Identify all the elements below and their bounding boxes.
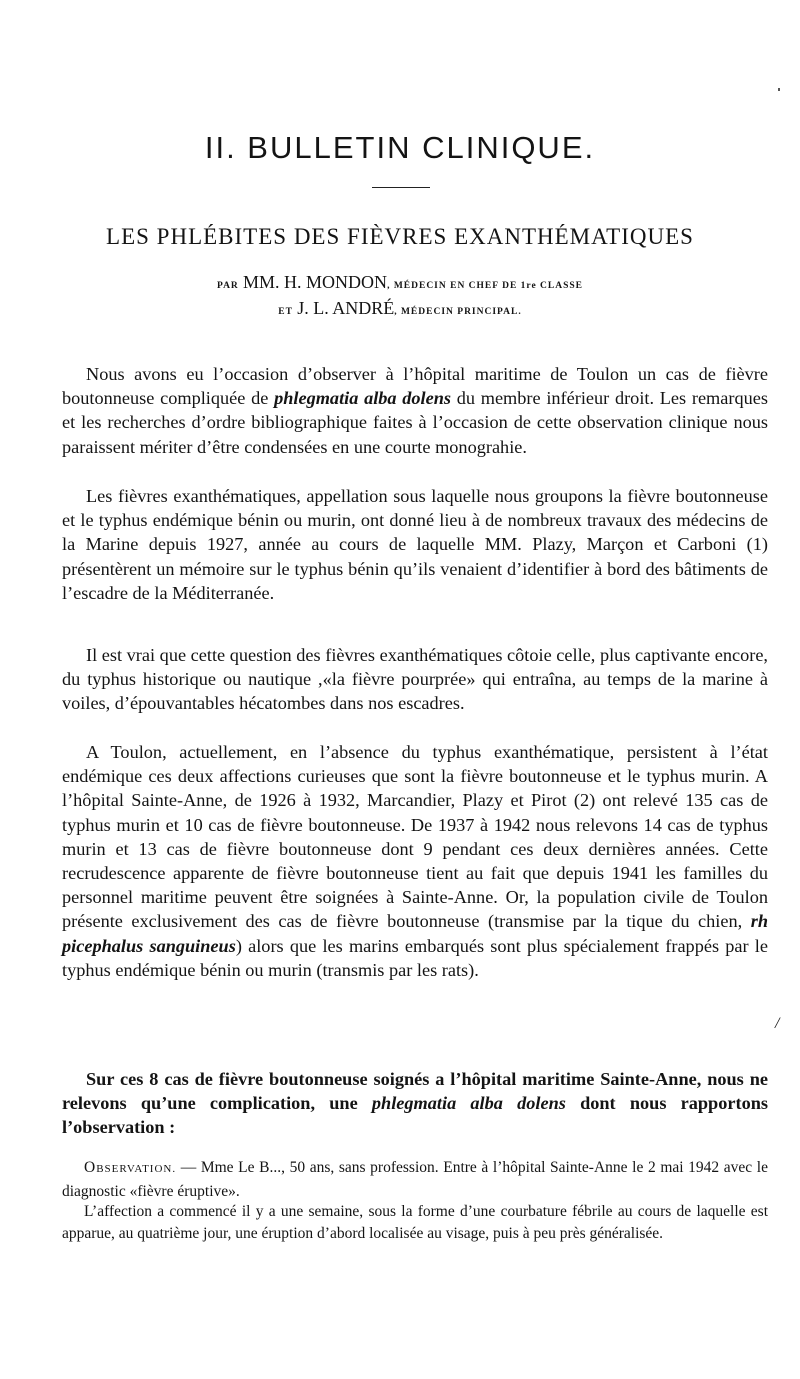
byline-line-1 xyxy=(0,272,800,293)
paragraph-4 xyxy=(62,740,768,982)
section-title: II. BULLETIN CLINIQUE. xyxy=(204,130,596,165)
observation-body-text: L’affection a commencé il y a une semaine, sous la forme d’une courbature fébrile au cours de laquelle est apparue, au quatrième jour, une éruption d’abord localisée au visage, puis à peu près généralisée. xyxy=(62,1203,768,1242)
paragraph-3-text: Il est vrai que cette question des fièvres exanthématiques côtoie celle, plus captivante encore, du typhus historique ou nautique ,«la fièvre pourprée» qui entraîna, au temps de la marine à voiles, d’épouvantables hécatombes dans nos escadres. xyxy=(62,645,768,714)
paragraph-2-text: Les fièvres exanthématiques, appellation sous laquelle nous groupons la fièvre boutonneuse et le typhus endémique bénin ou murin, ont donné lieu à de nombreux travaux des médecins de la Marine depuis 1927, année au cours de laquelle MM. Plazy, Marçon et Carboni (1) présentèrent un mémoire sur le typhus bénin qu’ils venaient d’identifier à bord des bâtiments de l’escadre de la Méditerranée. xyxy=(62,486,768,603)
paragraph-4-emphasis: rh picephalus sanguineus xyxy=(62,911,768,956)
paragraph-5-emphasis: phlegmatia alba dolens xyxy=(371,1093,566,1114)
paragraph-1-emphasis: phlegmatia alba dolens xyxy=(274,388,452,409)
paragraph-5-text-b: dont nous rapportons l’observation : xyxy=(62,1093,768,1138)
paragraph-5 xyxy=(62,1067,768,1140)
byline-par: PAR xyxy=(216,281,239,291)
paragraph-5-text-a: Sur ces 8 cas de fièvre boutonneuse soignés a l’hôpital maritime Sainte-Anne, nous ne relevons qu’une complication, une xyxy=(62,1069,768,1114)
byline-line-2 xyxy=(0,298,800,319)
paragraph-4-text-b: ) alors que les marins embarqués sont plus spécialement frappés par le typhus endémique bénin ou murin (transmis par les rats). xyxy=(62,935,768,980)
byline-authors-2: J. L. ANDRÉ xyxy=(297,298,395,318)
paragraph-2 xyxy=(62,484,768,605)
paragraph-1-text-b: du membre inférieur droit. Les remarques et les recherches d’ordre bibliographique faites à l’occasion de cette observation clinique nous paraissent mériter d’être condensées en une courte monograhie. xyxy=(62,388,768,457)
observation-label-cap: O xyxy=(84,1159,97,1176)
observation-label xyxy=(84,1159,177,1176)
scan-speck xyxy=(778,88,780,91)
observation-header xyxy=(62,1157,768,1202)
paragraph-4-text-a: A Toulon, actuellement, en l’absence du typhus exanthématique, persistent à l’état endémique ces deux affections curieuses que sont la fièvre boutonneuse et le typhus murin. A l’hôpital Sainte-Anne, de 1926 à 1932, Marcandier, Plazy et Pirot (2) ont relevé 135 cas de typhus murin et 10 cas de fièvre boutonneuse. De 1937 à 1942 nous relevons 14 cas de typhus murin et 13 cas de fièvre boutonneuse dont 9 pendant ces deux dernières années. Cette recrudescence apparente de fièvre boutonneuse tient au fait que depuis 1941 les familles du personnel maritime peuvent être soignées à Sainte-Anne. Or, la population civile de Toulon présente exclusivement des cas de fièvre boutonneuse (transmise par la tique du chien, xyxy=(62,742,768,932)
paragraph-1-text-a: Nous avons eu l’occasion d’observer à l’hôpital maritime de Toulon un cas de fièvre boutonneuse compliquée de xyxy=(62,364,768,409)
byline-role-2: , MÉDECIN PRINCIPAL. xyxy=(394,307,522,317)
observation-intro: — Mme Le B..., 50 ans, sans profession. Entre à l’hôpital Sainte-Anne le 2 mai 1942 avec le diagnostic «fièvre éruptive». xyxy=(62,1159,768,1200)
paragraph-3 xyxy=(62,643,768,716)
byline-et: ET xyxy=(278,307,293,317)
article-title: LES PHLÉBITES DES FIÈVRES EXANTHÉMATIQUES xyxy=(106,224,694,249)
byline-role-1: , MÉDECIN EN CHEF DE 1re CLASSE xyxy=(387,281,584,291)
paragraph-1 xyxy=(62,362,768,459)
byline-authors-1: MM. H. MONDON xyxy=(243,272,388,292)
observation-body xyxy=(62,1201,768,1244)
margin-mark: / xyxy=(775,1015,780,1032)
title-divider xyxy=(372,187,430,188)
observation-label-rest: BSERVATION. xyxy=(96,1163,177,1175)
